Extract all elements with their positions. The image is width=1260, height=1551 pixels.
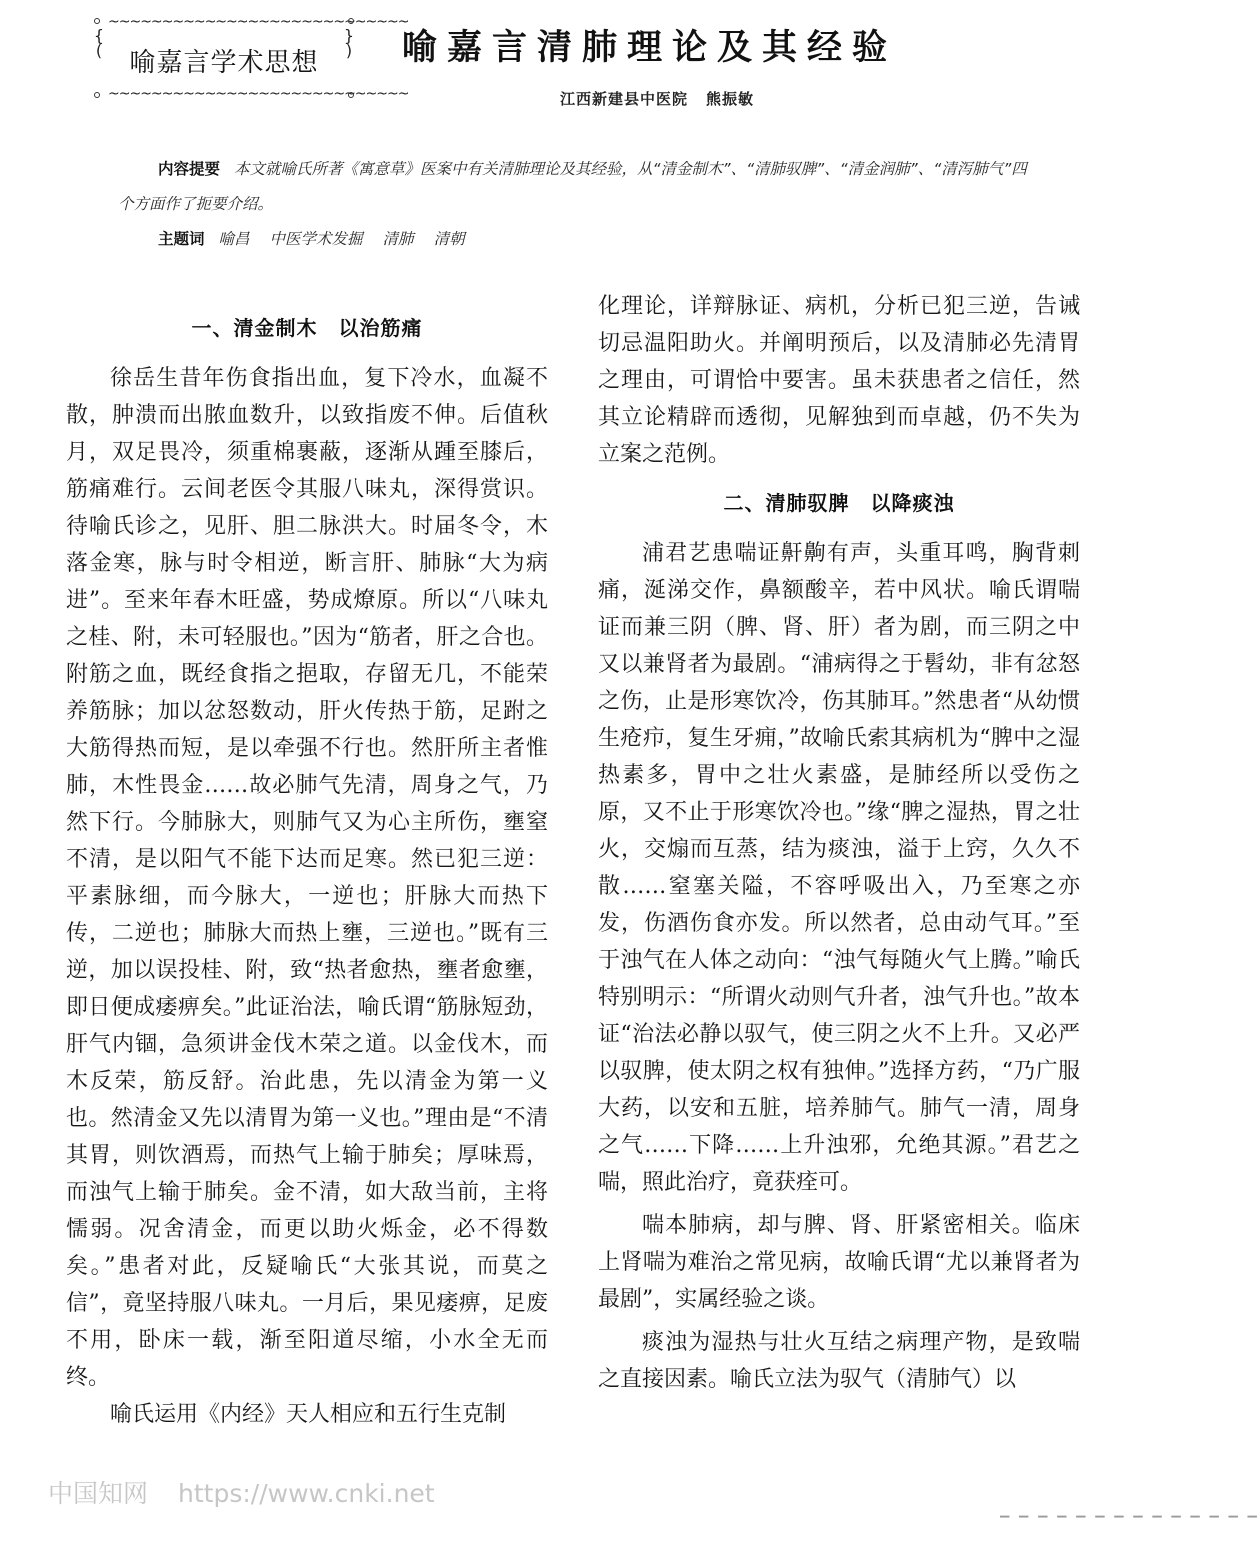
corner-dot [94, 92, 100, 98]
body-paragraph: 喘本肺病，却与脾、肾、肝紧密相关。临床上肾喘为难治之常见病，故喻氏谓“尤以兼肾者为最剧”，实属经验之谈。 [598, 1213, 1080, 1312]
corner-dot [94, 18, 100, 24]
abstract [118, 152, 1038, 222]
corner-dot [348, 92, 354, 98]
keywords-label: 主题词 [158, 230, 205, 248]
keyword: 清朝 [433, 230, 465, 248]
byline [560, 88, 980, 109]
article-title: 喻嘉言清肺理论及其经验 [402, 28, 898, 68]
wavy-border-top: ~~~~~~~~~~~~~~~~~~~~~~~~~~~~ [108, 14, 409, 30]
right-column [598, 288, 1080, 1398]
cnki-watermark [48, 1474, 468, 1510]
keywords [158, 224, 858, 254]
left-column [66, 304, 548, 1433]
column-tag-box [86, 14, 409, 102]
section-heading-2: 二、清肺驭脾 以降痰浊 [723, 491, 955, 515]
keyword: 清肺 [382, 230, 414, 248]
body-paragraph: 徐岳生昔年伤食指出血，复下冷水，血凝不散，肿溃而出脓血数升，以致指废不伸。后值秋月，双足畏冷，须重棉裹蔽，逐渐从踵至膝后，筋痛难行。云间老医令其服八味丸，深得赏识。待喻氏诊之，见肝、胆二脉洪大。时届冬令，木落金寒，脉与时令相逆，断言肝、肺脉“大为病进”。至来年春木旺盛，势成燎原。所以“八味丸之桂、附，未可轻服也。”因为“筋者，肝之合也。附筋之血，既经食指之挹取，存留无几，不能荣养筋脉；加以忿怒数动，肝火传热于筋，足跗之大筋得热而短，是以牵强不行也。然肝所主者惟肺，木性畏金……故必肺气先清，周身之气，乃然下行。今肺脉大，则肺气又为心主所伤，壅窒不清，是以阳气不能下达而足寒。然已犯三逆：平素脉细，而今脉大，一逆也；肝脉大而热下传，二逆也；肺脉大而热上壅，三逆也。”既有三逆，加以误投桂、附，致“热者愈热，壅者愈壅，即日便成痿痹矣。”此证治法，喻氏谓“筋脉短劲，肝气内锢，急须讲金伐木荣之道。以金伐木，而木反荣，筋反舒。治此患，先以清金为第一义也。然清金又先以清胃为第一义也。”理由是“不清其胃，则饮酒焉，而热气上输于肺矣；厚味焉，而浊气上输于肺矣。金不清，如大敌当前，主将懦弱。况舍清金，而更以助火烁金，必不得数矣。”患者对此，反疑喻氏“大张其说，而莫之信”，竟坚持服八味丸。一月后，果见痿痹，足废不用，卧床一载，渐至阳道尽缩，小水全无而终。 [66, 366, 548, 1390]
abstract-label: 内容提要 [158, 160, 221, 178]
body-paragraph: 痰浊为湿热与壮火互结之病理产物，是致喘之直接因素。喻氏立法为驭气（清肺气）以 [598, 1330, 1080, 1392]
wavy-border-right: } ) [343, 26, 355, 60]
watermark-site-name: 中国知网 [48, 1479, 149, 1508]
body-paragraph-continued: 化理论，详辩脉证、病机，分析已犯三逆，告诫切忌温阳助火。并阐明预后，以及清肺必先清胃之理由，可谓恰中要害。虽未获患者之信任，然其立论精辟而透彻，见解独到而卓越，仍不失为立案之范例。 [598, 294, 1080, 467]
watermark-url: https://www.cnki.net [178, 1479, 435, 1508]
section-heading-1: 一、清金制木 以治筋痛 [191, 316, 423, 340]
affiliation: 江西新建县中医院 [560, 90, 689, 108]
wavy-border-left: { ( [93, 26, 105, 60]
abstract-paragraph [118, 152, 1038, 222]
scan-edge-marks: ▔ ▔ ▔ ▔ ▔ ▔ ▔ ▔ ▔ ▔ ▔ ▔ ▔ ▔ [1000, 1516, 1260, 1530]
keyword: 中医学术发掘 [269, 230, 363, 248]
body-paragraph: 喻氏运用《内经》天人相应和五行生克制 [110, 1402, 507, 1427]
wavy-border-bottom: ~~~~~~~~~~~~~~~~~~~~~~~~~~~~ [108, 86, 409, 102]
abstract-text: 本文就喻氏所著《寓意草》医案中有关清肺理论及其经验，从“清金制木”、“清肺驭脾”、“清金润肺”、“清泻肺气”四个方面作了扼要介绍。 [118, 160, 1027, 213]
keyword: 喻昌 [218, 230, 250, 248]
corner-dot [348, 18, 354, 24]
column-tag-label: 喻嘉言学术思想 [129, 48, 319, 78]
author-name: 熊振敏 [706, 90, 755, 108]
body-paragraph: 浦君艺患喘证鼾齁有声，头重耳鸣，胸背刺痛，涎涕交作，鼻额酸辛，若中风状。喻氏谓喘证而兼三阴（脾、肾、肝）者为剧，而三阴之中又以兼肾者为最剧。“浦病得之于髫幼，非有忿怒之伤，止是形寒饮冷，伤其肺耳。”然患者“从幼惯生疮疖，复生牙痈，”故喻氏索其病机为“脾中之湿热素多，胃中之壮火素盛，是肺经所以受伤之原，又不止于形寒饮冷也。”缘“脾之湿热，胃之壮火，交煽而互蒸，结为痰浊，溢于上窍，久久不散……窒塞关隘，不容呼吸出入，乃至寒之亦发，伤酒伤食亦发。所以然者，总由动气耳。”至于浊气在人体之动向：“浊气每随火气上腾。”喻氏特别明示：“所谓火动则气升者，浊气升也。”故本证“治法必静以驭气，使三阴之火不上升。又必严以驭脾，使太阴之权有独伸。”选择方药，“乃广服大药，以安和五脏，培养肺气。肺气一清，周身之气……下降……上升浊邪，允绝其源。”君艺之喘，照此治疗，竟获痊可。 [598, 541, 1080, 1195]
